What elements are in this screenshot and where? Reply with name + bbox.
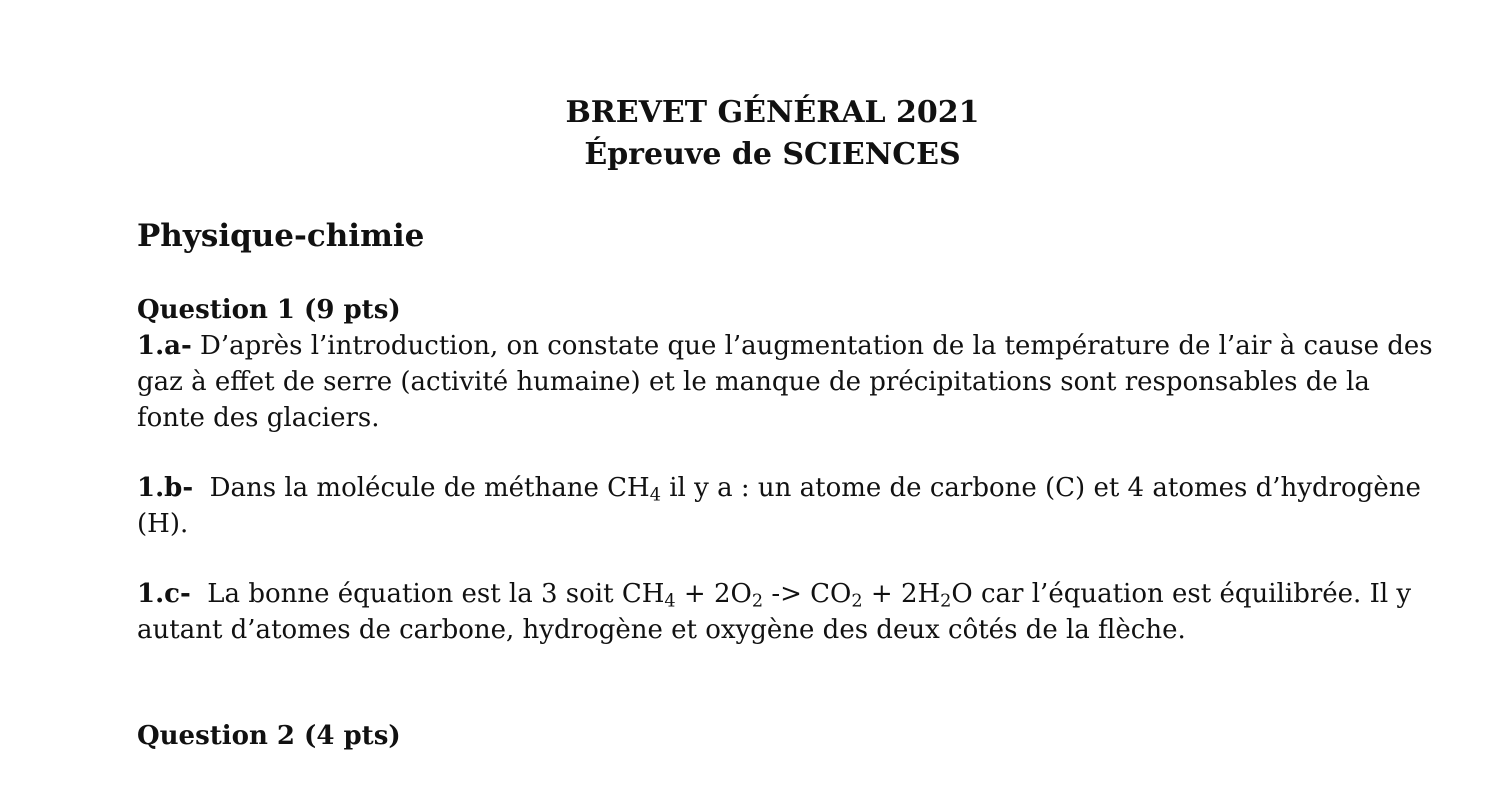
answer-1c-sub-1: 4 <box>664 591 676 612</box>
section-heading: Physique-chimie <box>137 218 425 254</box>
answer-1c-text-4: + 2H <box>862 579 941 609</box>
answer-1c-sub-3: 2 <box>851 591 863 612</box>
answer-1c-text-1: La bonne équation est la 3 soit CH <box>190 579 665 609</box>
answer-1a-label: 1.a- <box>137 331 192 361</box>
question-1-heading: Question 1 (9 pts) <box>137 295 401 325</box>
answer-1c-sub-2: 2 <box>751 591 764 612</box>
title-line-2: Épreuve de SCIENCES <box>584 137 961 172</box>
answer-1c-sub-4: 2 <box>940 591 952 612</box>
title-line-1: BREVET GÉNÉRAL 2021 <box>565 95 980 130</box>
answer-1c-text-2: + 2O <box>675 579 752 609</box>
answer-1b-text-before: Dans la molécule de méthane CH <box>193 473 650 503</box>
answer-1a <box>137 328 1437 436</box>
answer-1c <box>137 576 1437 648</box>
answer-1b-text-after: il y a : un atome de carbone (C) et 4 atomes d’hydrogène (H). <box>137 473 1421 539</box>
answer-1c-text-3: -> CO <box>763 579 852 609</box>
answer-1b-label: 1.b- <box>137 473 194 503</box>
answer-1c-label: 1.c- <box>137 579 191 609</box>
answer-1b <box>137 470 1437 542</box>
document-title <box>0 92 1500 176</box>
answer-1b-subscript: 4 <box>649 485 661 506</box>
answer-1a-text: D’après l’introduction, on constate que l’augmentation de la température de l’air à cause des gaz à effet de serre (activité humaine) et le manque de précipitations sont responsables de la fonte des glaciers. <box>137 331 1433 433</box>
question-2-heading: Question 2 (4 pts) <box>137 721 401 751</box>
answer-1c-text-5: O car l’équation est équilibrée. Il y autant d’atomes de carbone, hydrogène et oxygène des deux côtés de la flèche. <box>137 579 1412 645</box>
